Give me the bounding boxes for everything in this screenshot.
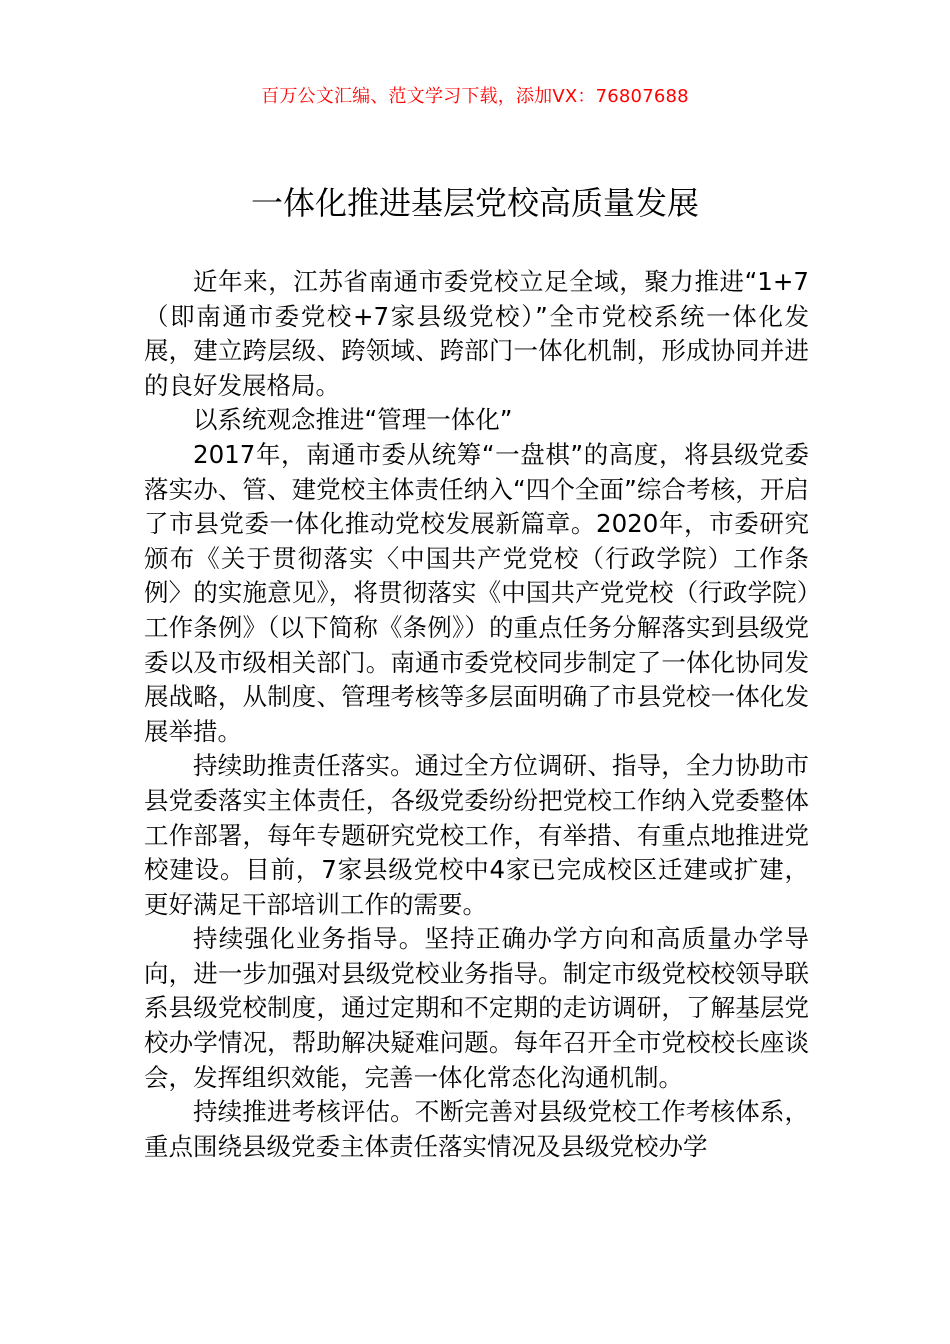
section-heading-management: 以系统观念推进“管理一体化” xyxy=(193,405,513,435)
paragraph-assessment: 持续推进考核评估。不断完善对县级党校工作考核体系，重点围绕县级党委主体责任落实情况及县级党校办学 xyxy=(144,1097,809,1161)
paragraph-responsibility: 持续助推责任落实。通过全方位调研、指导，全力协助市县党委落实主体责任，各级党委纷纷把党校工作纳入党委整体工作部署，每年专题研究党校工作，有举措、有重点地推进党校建设。目前，7家县级党校中4家已完成校区迁建或扩建，更好满足干部培训工作的需要。 xyxy=(144,751,809,919)
paragraph-guidance: 持续强化业务指导。坚持正确办学方向和高质量办学导向，进一步加强对县级党校业务指导。制定市级党校校领导联系县级党校制度，通过定期和不定期的走访调研，了解基层党校办学情况，帮助解决疑难问题。每年召开全市党校校长座谈会，发挥组织效能，完善一体化常态化沟通机制。 xyxy=(144,924,809,1092)
document-body xyxy=(144,265,809,1164)
paragraph-2017: 2017年，南通市委从统筹“一盘棋”的高度，将县级党委落实办、管、建党校主体责任纳入“四个全面”综合考核，开启了市县党委一体化推动党校发展新篇章。2020年，市委研究颁布《关于贯彻落实〈中国共产党党校（行政学院）工作条例〉的实施意见》，将贯彻落实《中国共产党党校（行政学院）工作条例》（以下简称《条例》）的重点任务分解落实到县级党委以及市级相关部门。南通市委党校同步制定了一体化协同发展战略，从制度、管理考核等多层面明确了市县党校一体化发展举措。 xyxy=(144,439,809,746)
header-watermark: 百万公文汇编、范文学习下载，添加VX：76807688 xyxy=(261,86,689,107)
paragraph-intro: 近年来，江苏省南通市委党校立足全域，聚力推进“1+7（即南通市委党校+7家县级党校）”全市党校系统一体化发展，建立跨层级、跨领域、跨部门一体化机制，形成协同并进的良好发展格局。 xyxy=(144,267,809,400)
document-title: 一体化推进基层党校高质量发展 xyxy=(250,184,699,222)
